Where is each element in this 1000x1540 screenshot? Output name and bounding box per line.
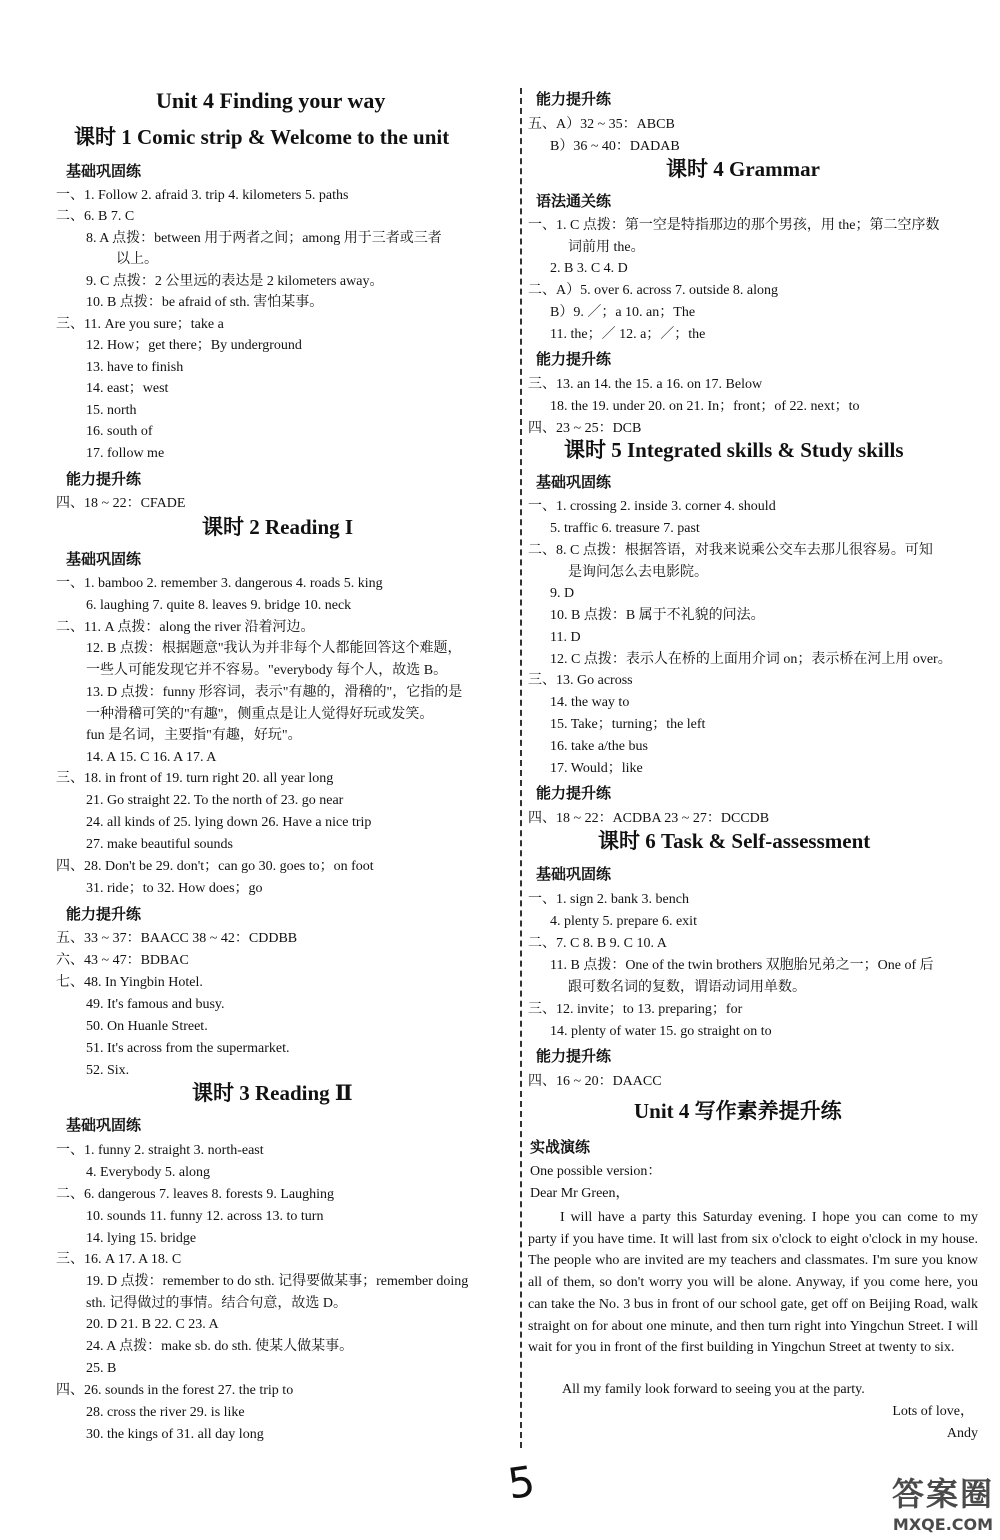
answer-line: 16. take a/the bus bbox=[550, 739, 648, 754]
lesson-title: 课时 1 Comic strip & Welcome to the unit bbox=[74, 125, 450, 149]
answer-line: 16. south of bbox=[86, 424, 153, 439]
lesson-title: 课时 2 Reading I bbox=[202, 515, 354, 539]
answer-line: 20. D 21. B 22. C 23. A bbox=[86, 1317, 219, 1332]
answer-line: 25. B bbox=[86, 1361, 117, 1376]
section-heading: 能力提升练 bbox=[536, 784, 612, 802]
answer-line: 三、13. Go across bbox=[528, 673, 633, 688]
answer-line: 17. follow me bbox=[86, 446, 165, 461]
answer-line: 52. Six. bbox=[86, 1063, 130, 1078]
answer-line: 12. B 点拨：根据题意"我认为并非每个人都能回答这个难题， bbox=[86, 641, 462, 656]
answer-line: 13. D 点拨：funny 形容词，表示"有趣的，滑稽的"，它指的是 bbox=[86, 685, 463, 700]
answer-line: 二、7. C 8. B 9. C 10. A bbox=[528, 936, 667, 951]
answer-line: 9. D bbox=[550, 586, 575, 601]
section-heading: 语法通关练 bbox=[536, 192, 612, 210]
answer-line: One possible version： bbox=[530, 1164, 662, 1179]
answer-line: 31. ride；to 32. How does；go bbox=[86, 881, 263, 896]
section-heading: 基础巩固练 bbox=[536, 865, 612, 883]
answer-line: 28. cross the river 29. is like bbox=[86, 1405, 245, 1420]
section-heading: 基础巩固练 bbox=[536, 473, 612, 491]
lesson-title: 课时 6 Task & Self-assessment bbox=[598, 829, 871, 853]
answer-line: 4. Everybody 5. along bbox=[86, 1165, 211, 1180]
watermark-url: MXQE.COM bbox=[892, 1515, 994, 1534]
answer-line: 一些人可能发现它并不容易。"everybody 每个人，故选 B。 bbox=[86, 663, 448, 678]
answer-line: 49. It's famous and busy. bbox=[86, 997, 225, 1012]
section-heading: 基础巩固练 bbox=[66, 1116, 142, 1134]
unit-title: Unit 4 Finding your way bbox=[156, 88, 386, 113]
section-heading: 能力提升练 bbox=[536, 1047, 612, 1065]
answer-line: B）9. ／；a 10. an；The bbox=[550, 305, 696, 320]
answer-line: 14. A 15. C 16. A 17. A bbox=[86, 750, 217, 765]
answer-line: 11. B 点拨：One of the twin brothers 双胞胎兄弟之一；One of 后 bbox=[550, 958, 934, 973]
section-heading: 实战演练 bbox=[530, 1138, 591, 1156]
answer-line: 5. traffic 6. treasure 7. past bbox=[550, 521, 700, 536]
answer-line: 14. east；west bbox=[86, 381, 169, 396]
lesson-title: 课时 4 Grammar bbox=[666, 157, 820, 181]
answer-line: 跟可数名词的复数，谓语动词用单数。 bbox=[568, 980, 806, 995]
answer-line: 四、16 ~ 20：DAACC bbox=[528, 1074, 662, 1089]
answer-line: 12. C 点拨：表示人在桥的上面用介词 on；表示桥在河上用 over。 bbox=[550, 652, 952, 667]
answer-line: 14. the way to bbox=[550, 695, 630, 710]
page-number-handwritten: 5 bbox=[504, 1456, 539, 1509]
lesson-title: 课时 5 Integrated skills & Study skills bbox=[564, 438, 904, 462]
answer-line: 8. A 点拨：between 用于两者之间；among 用于三者或三者 bbox=[86, 231, 442, 246]
answer-line: 10. sounds 11. funny 12. across 13. to turn bbox=[86, 1209, 324, 1224]
letter-body: I will have a party this Saturday evening. I hope you can come to my party if you have time. It will last from six o'clock to eight o'clock in my house. The people who are invited are my teachers and classmates. I'm sure you know all of them, so don't worry you will be alone. Anyway, if you come here, you can take the No. 3 bus in front of our school gate, get off on Beijing Road, walk straight on for about one minute, and then turn right into Yingchun Street. I will wait for you in front of the first building in Yingchun Street at twenty to six. bbox=[528, 1210, 978, 1356]
answer-line: B）36 ~ 40：DADAB bbox=[550, 139, 680, 154]
answer-line: 6. laughing 7. quite 8. leaves 9. bridge 10. neck bbox=[86, 598, 352, 613]
section-heading: 能力提升练 bbox=[536, 90, 612, 108]
answer-line: 9. C 点拨：2 公里远的表达是 2 kilometers away。 bbox=[86, 274, 384, 289]
answer-line: 一、1. sign 2. bank 3. bench bbox=[528, 892, 689, 907]
answer-line: 11. D bbox=[550, 630, 581, 645]
answer-line: 4. plenty 5. prepare 6. exit bbox=[550, 914, 697, 929]
answer-line: 二、6. dangerous 7. leaves 8. forests 9. Laughing bbox=[56, 1187, 334, 1202]
answer-line: 21. Go straight 22. To the north of 23. go near bbox=[86, 793, 344, 808]
answer-line: 14. lying 15. bridge bbox=[86, 1231, 197, 1246]
column-divider bbox=[520, 88, 522, 1448]
answer-line: 四、23 ~ 25：DCB bbox=[528, 421, 642, 436]
answer-line: 一种滑稽可笑的"有趣"，侧重点是让人觉得好玩或发笑。 bbox=[86, 707, 434, 722]
answer-line: 四、18 ~ 22：ACDBA 23 ~ 27：DCCDB bbox=[528, 811, 770, 826]
section-heading: 能力提升练 bbox=[536, 350, 612, 368]
watermark-text: 答案圈 bbox=[891, 1475, 994, 1513]
answer-line: Dear Mr Green， bbox=[530, 1186, 630, 1201]
answer-line: sth. 记得做过的事情。结合句意，故选 D。 bbox=[86, 1296, 347, 1311]
answer-line: 11. the；／ 12. a；／；the bbox=[550, 327, 706, 342]
answer-line: fun 是名词，主要指"有趣，好玩"。 bbox=[86, 728, 302, 743]
answer-line: 四、28. Don't be 29. don't；can go 30. goes to；on foot bbox=[56, 859, 374, 874]
answer-line: 12. How；get there；By underground bbox=[86, 338, 302, 353]
answer-line: 二、6. B 7. C bbox=[56, 209, 135, 224]
answer-line: 一、1. C 点拨：第一空是特指那边的那个男孩，用 the；第二空序数 bbox=[528, 218, 940, 233]
answer-line: 词前用 the。 bbox=[568, 240, 645, 255]
letter-signature: Andy bbox=[946, 1426, 978, 1441]
answer-line: 三、16. A 17. A 18. C bbox=[56, 1252, 182, 1267]
answer-line: 三、11. Are you sure；take a bbox=[56, 317, 224, 332]
answer-line: 三、13. an 14. the 15. a 16. on 17. Below bbox=[528, 377, 763, 392]
answer-line: 是询问怎么去电影院。 bbox=[568, 565, 708, 580]
letter-sign-off: Lots of love， bbox=[892, 1404, 974, 1419]
answer-line: 18. the 19. under 20. on 21. In；front；of 22. next；to bbox=[550, 399, 860, 414]
lesson-title: 课时 3 Reading Ⅱ bbox=[192, 1081, 353, 1105]
answer-line: 二、11. A 点拨：along the river 沿着河边。 bbox=[56, 620, 315, 635]
answer-line: 一、1. bamboo 2. remember 3. dangerous 4. roads 5. king bbox=[56, 576, 383, 591]
answer-line: 17. Would；like bbox=[550, 761, 643, 776]
answer-line: 14. plenty of water 15. go straight on to bbox=[550, 1024, 772, 1039]
answer-line: 10. B 点拨：B 属于不礼貌的问法。 bbox=[550, 608, 765, 623]
letter-closing-line: All my family look forward to seeing you at the party. bbox=[562, 1382, 865, 1397]
answer-line: 10. B 点拨：be afraid of sth. 害怕某事。 bbox=[86, 295, 324, 310]
answer-line: 五、A）32 ~ 35：ABCB bbox=[528, 117, 675, 132]
section-heading: 基础巩固练 bbox=[66, 162, 142, 180]
answer-line: 24. all kinds of 25. lying down 26. Have a nice trip bbox=[86, 815, 372, 830]
lesson-title: Unit 4 写作素养提升练 bbox=[634, 1099, 842, 1123]
answer-line: 五、33 ~ 37：BAACC 38 ~ 42：CDDBB bbox=[56, 931, 298, 946]
answer-line: 一、1. Follow 2. afraid 3. trip 4. kilometers 5. paths bbox=[56, 188, 349, 203]
section-heading: 基础巩固练 bbox=[66, 550, 142, 568]
answer-line: 以上。 bbox=[116, 252, 158, 267]
answer-line: 15. north bbox=[86, 403, 137, 418]
answer-line: 二、8. C 点拨：根据答语，对我来说乘公交车去那儿很容易。可知 bbox=[528, 543, 933, 558]
section-heading: 能力提升练 bbox=[66, 470, 142, 488]
answer-line: 30. the kings of 31. all day long bbox=[86, 1427, 264, 1442]
answer-line: 19. D 点拨：remember to do sth. 记得要做某事；remember doing bbox=[86, 1274, 469, 1289]
answer-line: 51. It's across from the supermarket. bbox=[86, 1041, 290, 1056]
answer-line: 六、43 ~ 47：BDBAC bbox=[56, 953, 189, 968]
answer-line: 一、1. funny 2. straight 3. north-east bbox=[56, 1143, 264, 1158]
watermark-logo bbox=[892, 1469, 994, 1534]
answer-line: 15. Take；turning；the left bbox=[550, 717, 706, 732]
answer-line: 2. B 3. C 4. D bbox=[550, 261, 628, 276]
answer-line: 四、26. sounds in the forest 27. the trip to bbox=[56, 1383, 294, 1398]
answer-line: 24. A 点拨：make sb. do sth. 使某人做某事。 bbox=[86, 1339, 354, 1354]
answer-line: 13. have to finish bbox=[86, 360, 184, 375]
answer-line: 一、1. crossing 2. inside 3. corner 4. should bbox=[528, 499, 776, 514]
answer-line: 27. make beautiful sounds bbox=[86, 837, 233, 852]
answer-line: 50. On Huanle Street. bbox=[86, 1019, 208, 1034]
answer-line: 七、48. In Yingbin Hotel. bbox=[56, 975, 203, 990]
section-heading: 能力提升练 bbox=[66, 905, 142, 923]
answer-line: 三、18. in front of 19. turn right 20. all year long bbox=[56, 771, 334, 786]
answer-line: 三、12. invite；to 13. preparing；for bbox=[528, 1002, 743, 1017]
answer-line: 四、18 ~ 22：CFADE bbox=[56, 496, 186, 511]
answer-line: 二、A）5. over 6. across 7. outside 8. along bbox=[528, 283, 779, 298]
